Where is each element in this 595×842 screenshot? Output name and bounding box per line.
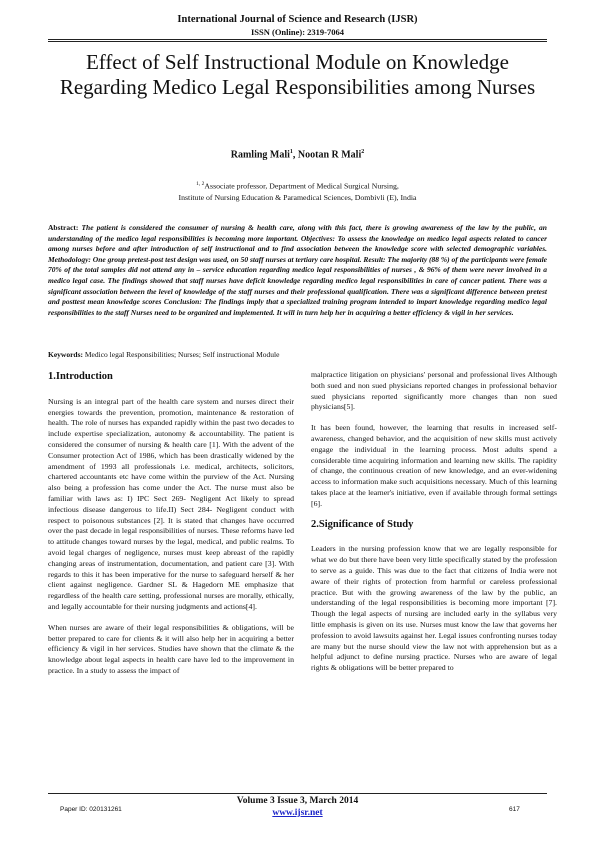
affiliation-line-1 (100, 179, 495, 192)
footer-journal-link[interactable]: www.ijsr.net (272, 808, 323, 818)
footer-rule (48, 793, 547, 794)
footer-page-number: 617 (509, 806, 520, 813)
abstract-text: The patient is considered the consumer of nursing & health care, along with this fact, there is growing awareness of the law by the public, an understanding of the medico legal responsibilities is becoming more important. Objectives: To assess the knowledge on medico legal aspects related to cancer among nurses before and after introduction of self instructional and to find association between the knowledge score with selected demographic variables. Methodology: One group pretest-post test design was used, on 50 staff nurses at tertiary care hospital. Result: The majority (88 %) of the participants were female 70% of the total samples did not attend any in – service education regarding medico legal responsibilities of nurses , & 96% of them were never involved in a medico legal case. The findings showed that staff nurses have deficit knowledge regarding medico legal responsibilities in care of cancer patient. There was a significant association between the level of knowledge of the staff nurses and their professional qualification. There was a significant difference between pretest and posttest mean knowledge scores Conclusion: The findings imply that a specialized training program intended to impart knowledge regarding medico legal responsibilities to the staff Nurses need to be organized and implemented. It will in turn help her in acquiring a better efficiency & vigil in her services. (48, 223, 547, 317)
author-2-affil-mark: 2 (361, 149, 365, 155)
affiliation-line-2: Institute of Nursing Education & Paramedical Sciences, Dombivli (E), India (178, 192, 417, 202)
right-column (311, 370, 557, 684)
section-1-paragraph-2-continued: malpractice litigation on physicians' personal and professional lives Although both sued and non sued physicians reported changes in professional behavior sued physicians reported significantly more changes than non sued physicians[5]. (311, 370, 557, 412)
section-1-paragraph-3: It has been found, however, the learning that results in increased self-awareness, changed behavior, and the acquisition of new skills must actively engage the individual in the learning process. Most adults spend a considerable time acquiring information and learning new skills. The rapidity of change, the continuous creation of new knowledge, and an ever-widening access to information make such acquisitions necessary. Much of this learning takes place at the learner's initiative, even if available through formal settings [6]. (311, 423, 557, 508)
footer-paper-id: Paper ID: 020131261 (60, 806, 122, 813)
abstract (48, 223, 547, 318)
journal-name: International Journal of Science and Research (IJSR) (177, 14, 418, 25)
issn-line: ISSN (Online): 2319-7064 (250, 27, 345, 37)
footer-volume: Volume 3 Issue 3, March 2014 (236, 796, 359, 806)
section-2-paragraph-1: Leaders in the nursing profession know that we are legally responsible for what we do but there have been very little specifically stated by the profession to serve as a guide. This was due to the fact that citizens of India were not aware of their rights of protection from harmful or careless professional practice. But with the growing awareness of the law by the public, an understanding of the legal responsibilities is becoming more important [7]. Though the legal aspects of nursing are included early in the syllabus very little emphasis is given on its use. Nurses must know the law that governs her profession to avoid lawsuits against her. Legal issues confronting nurses today are many but the nurse should view the law not with apprehension but as a helpful adjunct to define nursing practice. Nurses who are aware of legal rights & obligations will be better prepared to (311, 544, 557, 673)
keywords (48, 350, 547, 359)
author-line (0, 149, 595, 160)
affiliation-marks: 1, 2 (196, 181, 205, 187)
affiliation (100, 179, 495, 203)
keywords-text: Medico legal Responsibilities; Nurses; Self instructional Module (84, 350, 280, 359)
section-1-paragraph-2: When nurses are aware of their legal responsibilities & obligations, will be better prepared to care for clients & it will also help her in acquiring a better efficiency & vigil in her services. Studies have shown that the climate & the knowledge about legal aspects in health care have led to the improvement in practice. In a study to assess the impact of (48, 622, 294, 675)
author-separator: , (292, 149, 298, 161)
affiliation-text-1: Associate professor, Department of Medical Surgical Nursing, (204, 181, 399, 191)
author-1-affil-mark: 1 (289, 149, 293, 155)
author-1: Ramling Mali (230, 149, 290, 161)
section-2-heading: 2.Significance of Study (311, 518, 414, 530)
header-rule-top (48, 39, 547, 40)
header-rule-bottom (48, 41, 547, 42)
author-2: Nootan R Mali (297, 149, 362, 161)
section-1-heading: 1.Introduction (48, 371, 113, 382)
left-column (48, 372, 294, 687)
section-1-paragraph-1: Nursing is an integral part of the health care system and nurses direct their energies towards the prevention, promotion, maintenance & restoration of health. The role of nurses has expanded rapidly within the past two decades to include expertise specialization, autonomy & accountability. The patient is considered the consumer of nursing & health care [1]. With the advent of the Consumer protection Act of 1986, which has been drastically widened by the amendment of 1993 all professionals i.e. medical, architects, solicitors, chartered accountants etc have come within the purview of the Act. Nursing also being a profession has come under the Act. The nurse must also be familiar with laws as: I) IPC Sect 269- Negligent Act likely to spread infectious disease dangerous to life.II) Sect 284- Negligent conduct with respect to poisonous substances [2]. It is stated that changes have occurred over the past decade in legal responsibilities of nurses. These reforms have led to attitude changes toward nurses by the legal, medical, and public realms. To avoid legal charges of negligence, nurses must keep abreast of the rapidly changing areas of instrumentation, documentation, and patient care [3]. With regards to this it has been imperative for the nurse to safeguard herself & her client against negligence. Gardner SL & Hagedorn ME emphasize that regardless of the health care setting, professional nurses are morally, ethically, and legally accountable for their nursing judgments and actions[4]. (48, 396, 294, 611)
keywords-label: Keywords: (48, 350, 85, 359)
paper-title: Effect of Self Instructional Module on Knowledge Regarding Medico Legal Responsibilities among Nurses (59, 50, 536, 99)
abstract-label: Abstract: (48, 223, 82, 232)
